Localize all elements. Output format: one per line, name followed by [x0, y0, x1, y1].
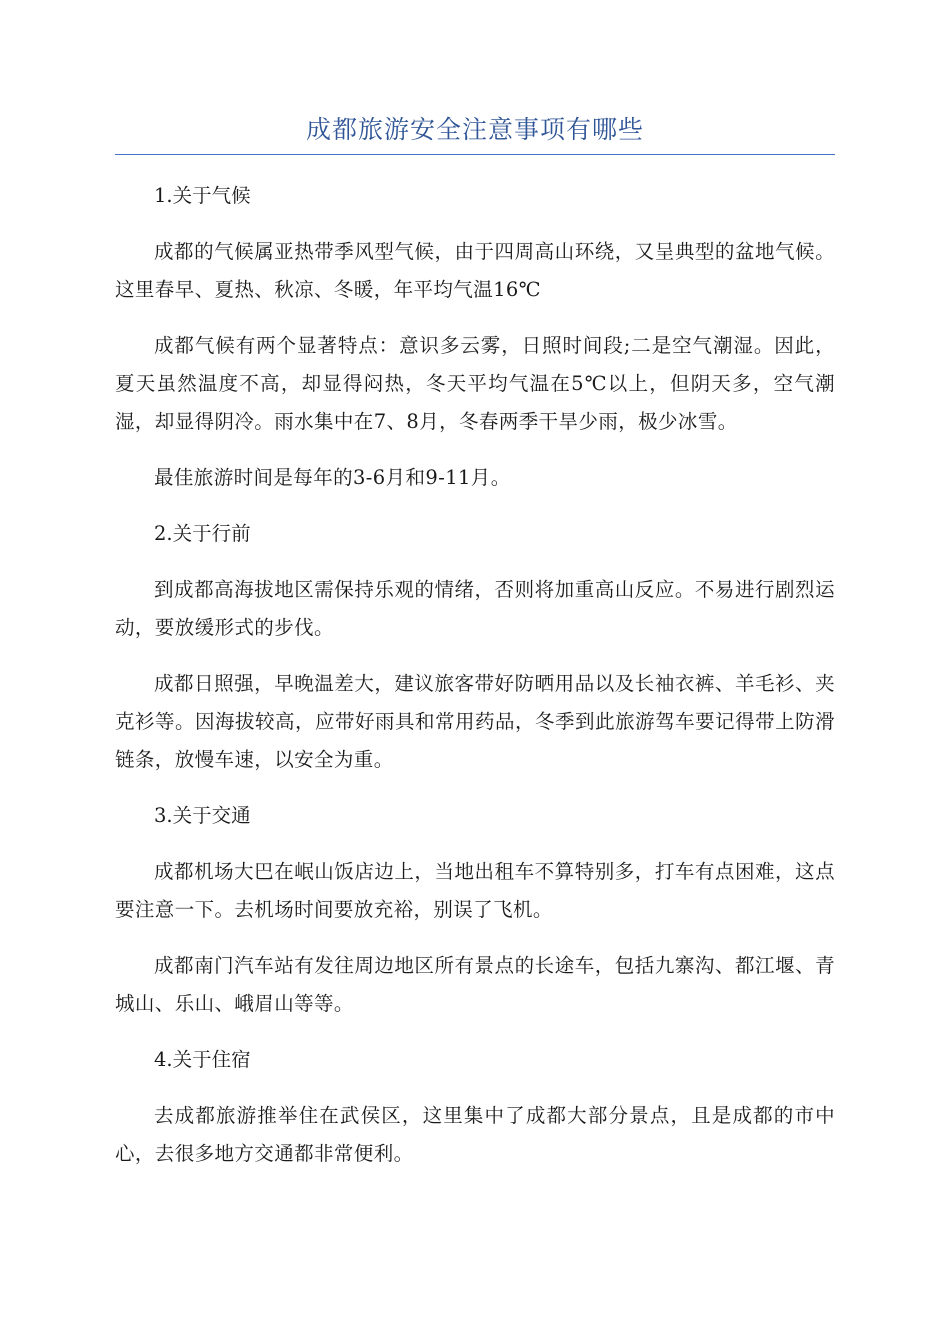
section-heading-climate: 1.关于气候 [154, 184, 251, 207]
paragraph: 成都的气候属亚热带季风型气候，由于四周高山环绕，又呈典型的盆地气候。这里春早、夏热、秋凉、冬暖，年平均气温16℃ [115, 240, 835, 301]
paragraph: 成都日照强，早晚温差大，建议旅客带好防晒用品以及长袖衣裤、羊毛衫、夹克衫等。因海拔较高，应带好雨具和常用药品，冬季到此旅游驾车要记得带上防滑链条，放慢车速，以安全为重。 [115, 672, 835, 771]
paragraph: 最佳旅游时间是每年的3-6月和9-11月。 [154, 466, 511, 489]
section-heading-transport: 3.关于交通 [154, 804, 251, 827]
paragraph: 成都南门汽车站有发往周边地区所有景点的长途车，包括九寨沟、都江堰、青城山、乐山、峨眉山等等。 [115, 954, 835, 1015]
paragraph: 到成都高海拔地区需保持乐观的情绪，否则将加重高山反应。不易进行剧烈运动，要放缓形式的步伐。 [115, 578, 835, 639]
paragraph: 成都机场大巴在岷山饭店边上，当地出租车不算特别多，打车有点困难，这点要注意一下。去机场时间要放充裕，别误了飞机。 [115, 860, 835, 921]
document-title: 成都旅游安全注意事项有哪些 [305, 115, 644, 144]
section-heading-accommodation: 4.关于住宿 [154, 1048, 251, 1071]
paragraph: 去成都旅游推举住在武侯区，这里集中了成都大部分景点，且是成都的市中心，去很多地方交通都非常便利。 [115, 1104, 835, 1165]
paragraph: 成都气候有两个显著特点：意识多云雾，日照时间段;二是空气潮湿。因此，夏天虽然温度不高，却显得闷热，冬天平均气温在5℃以上，但阴天多，空气潮湿，却显得阴冷。雨水集中在7、8月，冬春两季干旱少雨，极少冰雪。 [115, 334, 835, 433]
title-underline [115, 154, 835, 155]
document-body [115, 177, 835, 1191]
section-heading-preparation: 2.关于行前 [154, 522, 251, 545]
